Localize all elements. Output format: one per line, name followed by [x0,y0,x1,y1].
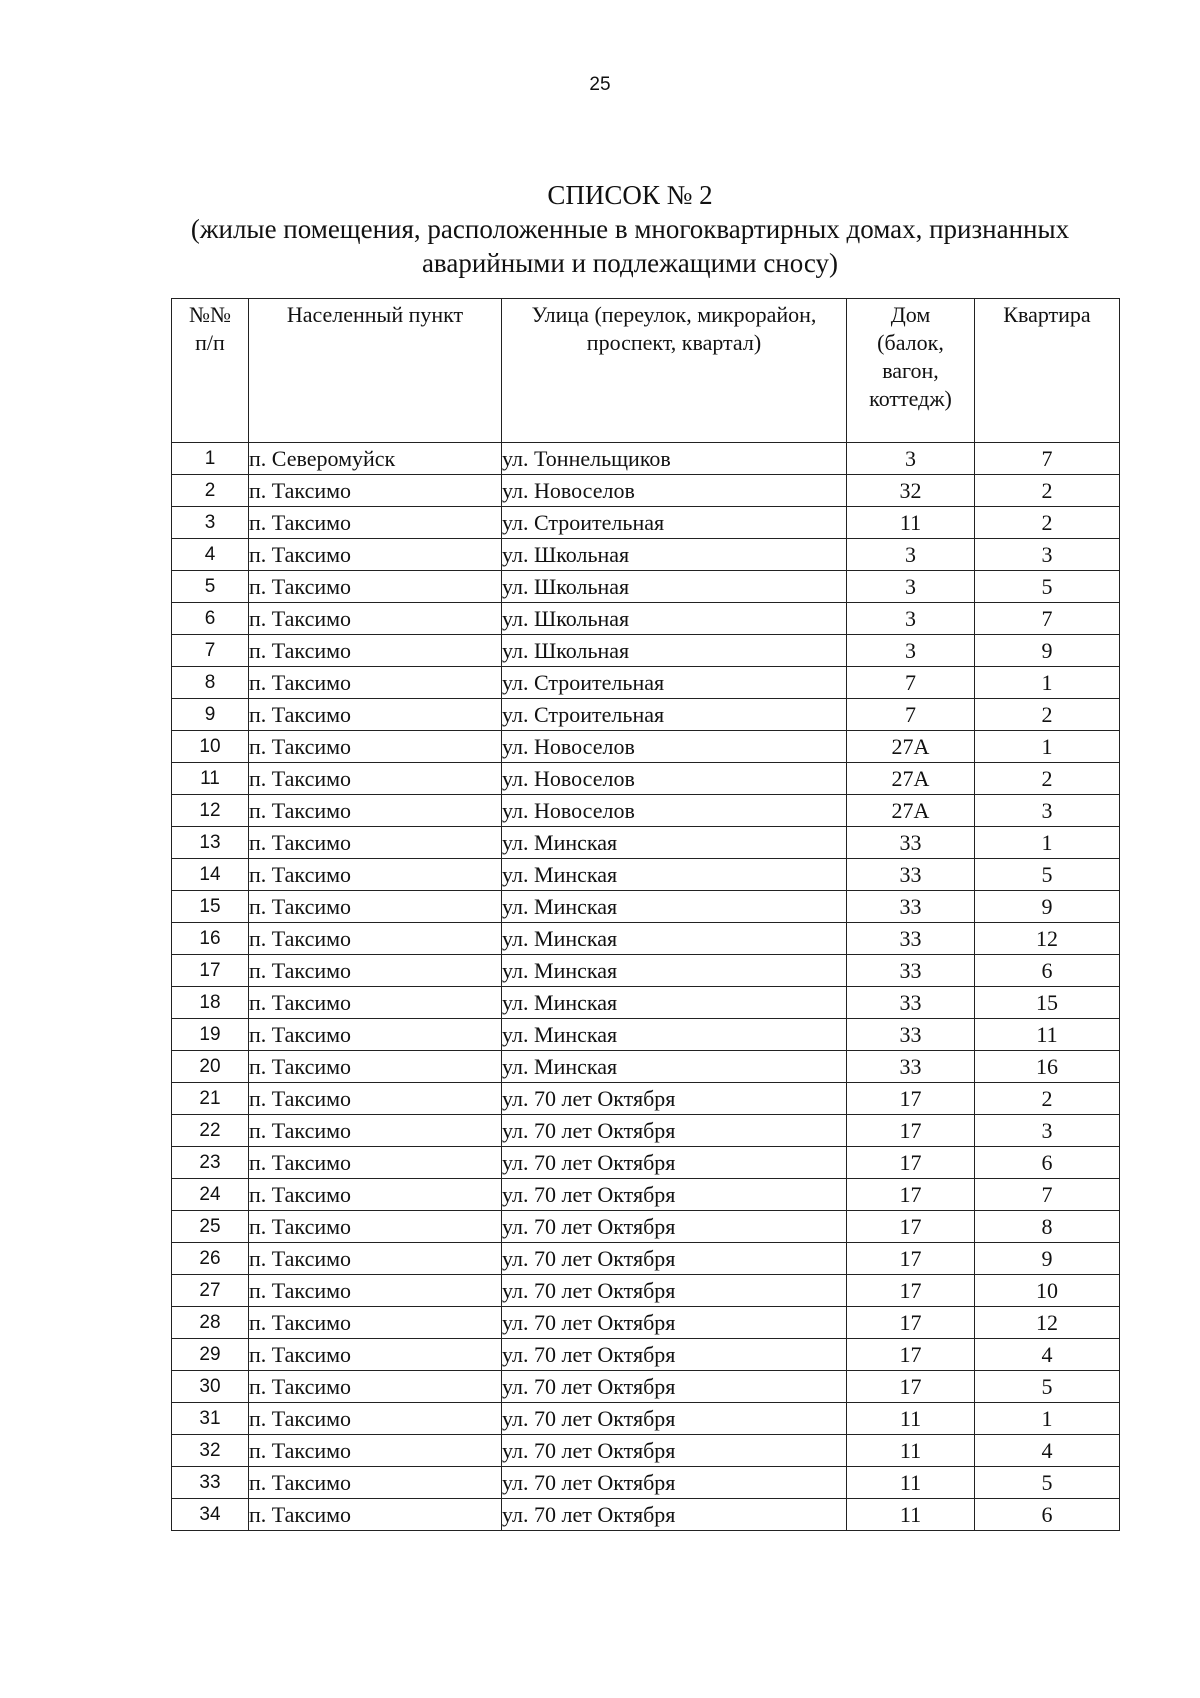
cell-street: ул. Строительная [502,667,847,699]
cell-house: 11 [847,507,975,539]
cell-house: 17 [847,1307,975,1339]
cell-number: 5 [172,571,249,603]
cell-locality: п. Таксимо [249,1403,502,1435]
cell-locality: п. Таксимо [249,1019,502,1051]
cell-street: ул. 70 лет Октября [502,1179,847,1211]
cell-locality: п. Таксимо [249,955,502,987]
table-header-row [172,299,1120,443]
cell-street: ул. Минская [502,955,847,987]
header-house [847,299,975,443]
cell-number: 26 [172,1243,249,1275]
housing-list-table [171,298,1120,1531]
cell-street: ул. 70 лет Октября [502,1275,847,1307]
table-row [172,795,1120,827]
table-row [172,699,1120,731]
cell-street: ул. 70 лет Октября [502,1243,847,1275]
cell-locality: п. Таксимо [249,539,502,571]
cell-number: 19 [172,1019,249,1051]
cell-locality: п. Таксимо [249,795,502,827]
cell-locality: п. Таксимо [249,923,502,955]
cell-locality: п. Таксимо [249,1307,502,1339]
cell-apartment: 12 [975,1307,1120,1339]
cell-apartment: 2 [975,699,1120,731]
table-row [172,1211,1120,1243]
cell-number: 4 [172,539,249,571]
cell-house: 33 [847,859,975,891]
list-subtitle-line-1: (жилые помещения, расположенные в многоквартирных домах, признанных [190,214,1070,244]
cell-number: 9 [172,699,249,731]
header-number-text: №№ п/п [189,302,231,355]
cell-number: 12 [172,795,249,827]
cell-house: 11 [847,1467,975,1499]
cell-number: 1 [172,443,249,475]
cell-number: 33 [172,1467,249,1499]
page-number: 25 [589,74,611,95]
cell-house: 17 [847,1339,975,1371]
cell-street: ул. 70 лет Октября [502,1147,847,1179]
table-row [172,1051,1120,1083]
cell-house: 3 [847,539,975,571]
cell-house: 3 [847,635,975,667]
cell-locality: п. Таксимо [249,1499,502,1531]
cell-number: 24 [172,1179,249,1211]
cell-number: 7 [172,635,249,667]
cell-apartment: 7 [975,603,1120,635]
cell-locality: п. Таксимо [249,1179,502,1211]
cell-house: 17 [847,1371,975,1403]
cell-street: ул. 70 лет Октября [502,1083,847,1115]
cell-house: 33 [847,923,975,955]
cell-locality: п. Таксимо [249,1371,502,1403]
cell-street: ул. 70 лет Октября [502,1115,847,1147]
cell-street: ул. 70 лет Октября [502,1403,847,1435]
cell-number: 31 [172,1403,249,1435]
cell-house: 33 [847,891,975,923]
cell-apartment: 2 [975,507,1120,539]
cell-locality: п. Таксимо [249,635,502,667]
cell-street: ул. 70 лет Октября [502,1339,847,1371]
cell-apartment: 2 [975,1083,1120,1115]
document-heading [150,178,1110,280]
cell-street: ул. Школьная [502,635,847,667]
cell-apartment: 6 [975,955,1120,987]
cell-street: ул. 70 лет Октября [502,1371,847,1403]
cell-street: ул. Тоннельщиков [502,443,847,475]
cell-number: 22 [172,1115,249,1147]
table-row [172,763,1120,795]
cell-apartment: 3 [975,795,1120,827]
cell-house: 27А [847,795,975,827]
cell-house: 33 [847,827,975,859]
cell-house: 3 [847,571,975,603]
header-number [172,299,249,443]
header-apartment: Квартира [975,299,1120,443]
cell-apartment: 1 [975,1403,1120,1435]
cell-locality: п. Таксимо [249,1115,502,1147]
table-row [172,923,1120,955]
cell-street: ул. Минская [502,859,847,891]
cell-street: ул. Минская [502,987,847,1019]
cell-locality: п. Таксимо [249,1243,502,1275]
cell-locality: п. Таксимо [249,763,502,795]
cell-street: ул. 70 лет Октября [502,1307,847,1339]
table-row [172,731,1120,763]
cell-house: 3 [847,603,975,635]
cell-street: ул. 70 лет Октября [502,1211,847,1243]
cell-apartment: 1 [975,731,1120,763]
cell-locality: п. Таксимо [249,571,502,603]
cell-street: ул. Строительная [502,699,847,731]
cell-apartment: 3 [975,539,1120,571]
cell-locality: п. Таксимо [249,731,502,763]
table-row [172,987,1120,1019]
cell-street: ул. Школьная [502,539,847,571]
cell-locality: п. Таксимо [249,475,502,507]
cell-house: 17 [847,1211,975,1243]
cell-apartment: 8 [975,1211,1120,1243]
cell-locality: п. Таксимо [249,827,502,859]
table-body [172,443,1120,1531]
cell-street: ул. 70 лет Октября [502,1435,847,1467]
table-row [172,827,1120,859]
cell-house: 27А [847,731,975,763]
cell-street: ул. Минская [502,891,847,923]
cell-house: 17 [847,1115,975,1147]
cell-number: 14 [172,859,249,891]
cell-house: 17 [847,1083,975,1115]
table-row [172,859,1120,891]
cell-apartment: 5 [975,859,1120,891]
list-subtitle-line-2: аварийными и подлежащими сносу) [421,248,839,278]
cell-house: 27А [847,763,975,795]
cell-locality: п. Таксимо [249,891,502,923]
table-row [172,443,1120,475]
cell-street: ул. 70 лет Октября [502,1467,847,1499]
table-row [172,1275,1120,1307]
table-row [172,1115,1120,1147]
cell-house: 3 [847,443,975,475]
table-row [172,507,1120,539]
cell-locality: п. Таксимо [249,987,502,1019]
cell-number: 3 [172,507,249,539]
cell-house: 17 [847,1179,975,1211]
table-row [172,475,1120,507]
cell-apartment: 5 [975,1467,1120,1499]
cell-apartment: 10 [975,1275,1120,1307]
cell-street: ул. Минская [502,827,847,859]
cell-locality: п. Таксимо [249,859,502,891]
table-row [172,1339,1120,1371]
cell-house: 7 [847,699,975,731]
cell-apartment: 12 [975,923,1120,955]
table-row [172,1147,1120,1179]
cell-house: 33 [847,1019,975,1051]
cell-number: 8 [172,667,249,699]
cell-apartment: 9 [975,891,1120,923]
cell-house: 7 [847,667,975,699]
table-row [172,891,1120,923]
cell-number: 2 [172,475,249,507]
cell-house: 11 [847,1435,975,1467]
table-row [172,1467,1120,1499]
cell-apartment: 2 [975,763,1120,795]
cell-number: 27 [172,1275,249,1307]
header-locality: Населенный пункт [249,299,502,443]
cell-number: 28 [172,1307,249,1339]
cell-street: ул. 70 лет Октября [502,1499,847,1531]
cell-street: ул. Новоселов [502,763,847,795]
cell-street: ул. Минская [502,1051,847,1083]
cell-apartment: 4 [975,1339,1120,1371]
cell-number: 18 [172,987,249,1019]
table-row [172,571,1120,603]
table-row [172,1499,1120,1531]
cell-street: ул. Новоселов [502,731,847,763]
cell-locality: п. Таксимо [249,1275,502,1307]
cell-number: 11 [172,763,249,795]
cell-locality: п. Таксимо [249,699,502,731]
table-row [172,635,1120,667]
cell-street: ул. Минская [502,923,847,955]
cell-apartment: 4 [975,1435,1120,1467]
cell-apartment: 6 [975,1147,1120,1179]
cell-number: 20 [172,1051,249,1083]
table-row [172,667,1120,699]
cell-number: 23 [172,1147,249,1179]
cell-number: 21 [172,1083,249,1115]
cell-apartment: 9 [975,635,1120,667]
cell-apartment: 2 [975,475,1120,507]
cell-locality: п. Таксимо [249,1435,502,1467]
cell-number: 10 [172,731,249,763]
cell-apartment: 5 [975,571,1120,603]
cell-locality: п. Таксимо [249,507,502,539]
table-row [172,603,1120,635]
cell-house: 17 [847,1147,975,1179]
cell-locality: п. Таксимо [249,1147,502,1179]
cell-street: ул. Школьная [502,603,847,635]
table-row [172,1403,1120,1435]
cell-apartment: 5 [975,1371,1120,1403]
cell-number: 15 [172,891,249,923]
cell-locality: п. Таксимо [249,603,502,635]
cell-number: 29 [172,1339,249,1371]
cell-locality: п. Таксимо [249,1083,502,1115]
cell-house: 11 [847,1499,975,1531]
cell-street: ул. Новоселов [502,475,847,507]
cell-apartment: 11 [975,1019,1120,1051]
cell-locality: п. Таксимо [249,1211,502,1243]
cell-house: 32 [847,475,975,507]
cell-number: 25 [172,1211,249,1243]
table-row [172,1371,1120,1403]
cell-house: 33 [847,1051,975,1083]
cell-number: 6 [172,603,249,635]
cell-number: 17 [172,955,249,987]
cell-apartment: 3 [975,1115,1120,1147]
cell-apartment: 1 [975,827,1120,859]
cell-number: 34 [172,1499,249,1531]
cell-locality: п. Таксимо [249,1467,502,1499]
cell-apartment: 6 [975,1499,1120,1531]
cell-street: ул. Строительная [502,507,847,539]
cell-house: 17 [847,1243,975,1275]
header-house-text: Дом (балок, вагон, коттедж) [869,302,952,411]
cell-apartment: 7 [975,1179,1120,1211]
header-street [502,299,847,443]
list-title: СПИСОК № 2 [547,180,713,210]
cell-number: 16 [172,923,249,955]
cell-house: 17 [847,1275,975,1307]
header-street-text: Улица (переулок, микрорайон, проспект, квартал) [531,302,817,355]
cell-locality: п. Северомуйск [249,443,502,475]
table-row [172,539,1120,571]
table-row [172,1019,1120,1051]
cell-street: ул. Школьная [502,571,847,603]
table-row [172,1179,1120,1211]
cell-apartment: 7 [975,443,1120,475]
cell-street: ул. Новоселов [502,795,847,827]
table-row [172,1435,1120,1467]
cell-house: 11 [847,1403,975,1435]
table-row [172,1307,1120,1339]
cell-number: 13 [172,827,249,859]
cell-apartment: 16 [975,1051,1120,1083]
cell-locality: п. Таксимо [249,1051,502,1083]
cell-locality: п. Таксимо [249,667,502,699]
table-row [172,1243,1120,1275]
cell-locality: п. Таксимо [249,1339,502,1371]
cell-house: 33 [847,955,975,987]
cell-street: ул. Минская [502,1019,847,1051]
cell-number: 32 [172,1435,249,1467]
cell-apartment: 1 [975,667,1120,699]
table-row [172,1083,1120,1115]
table-row [172,955,1120,987]
cell-number: 30 [172,1371,249,1403]
cell-apartment: 9 [975,1243,1120,1275]
cell-apartment: 15 [975,987,1120,1019]
cell-house: 33 [847,987,975,1019]
